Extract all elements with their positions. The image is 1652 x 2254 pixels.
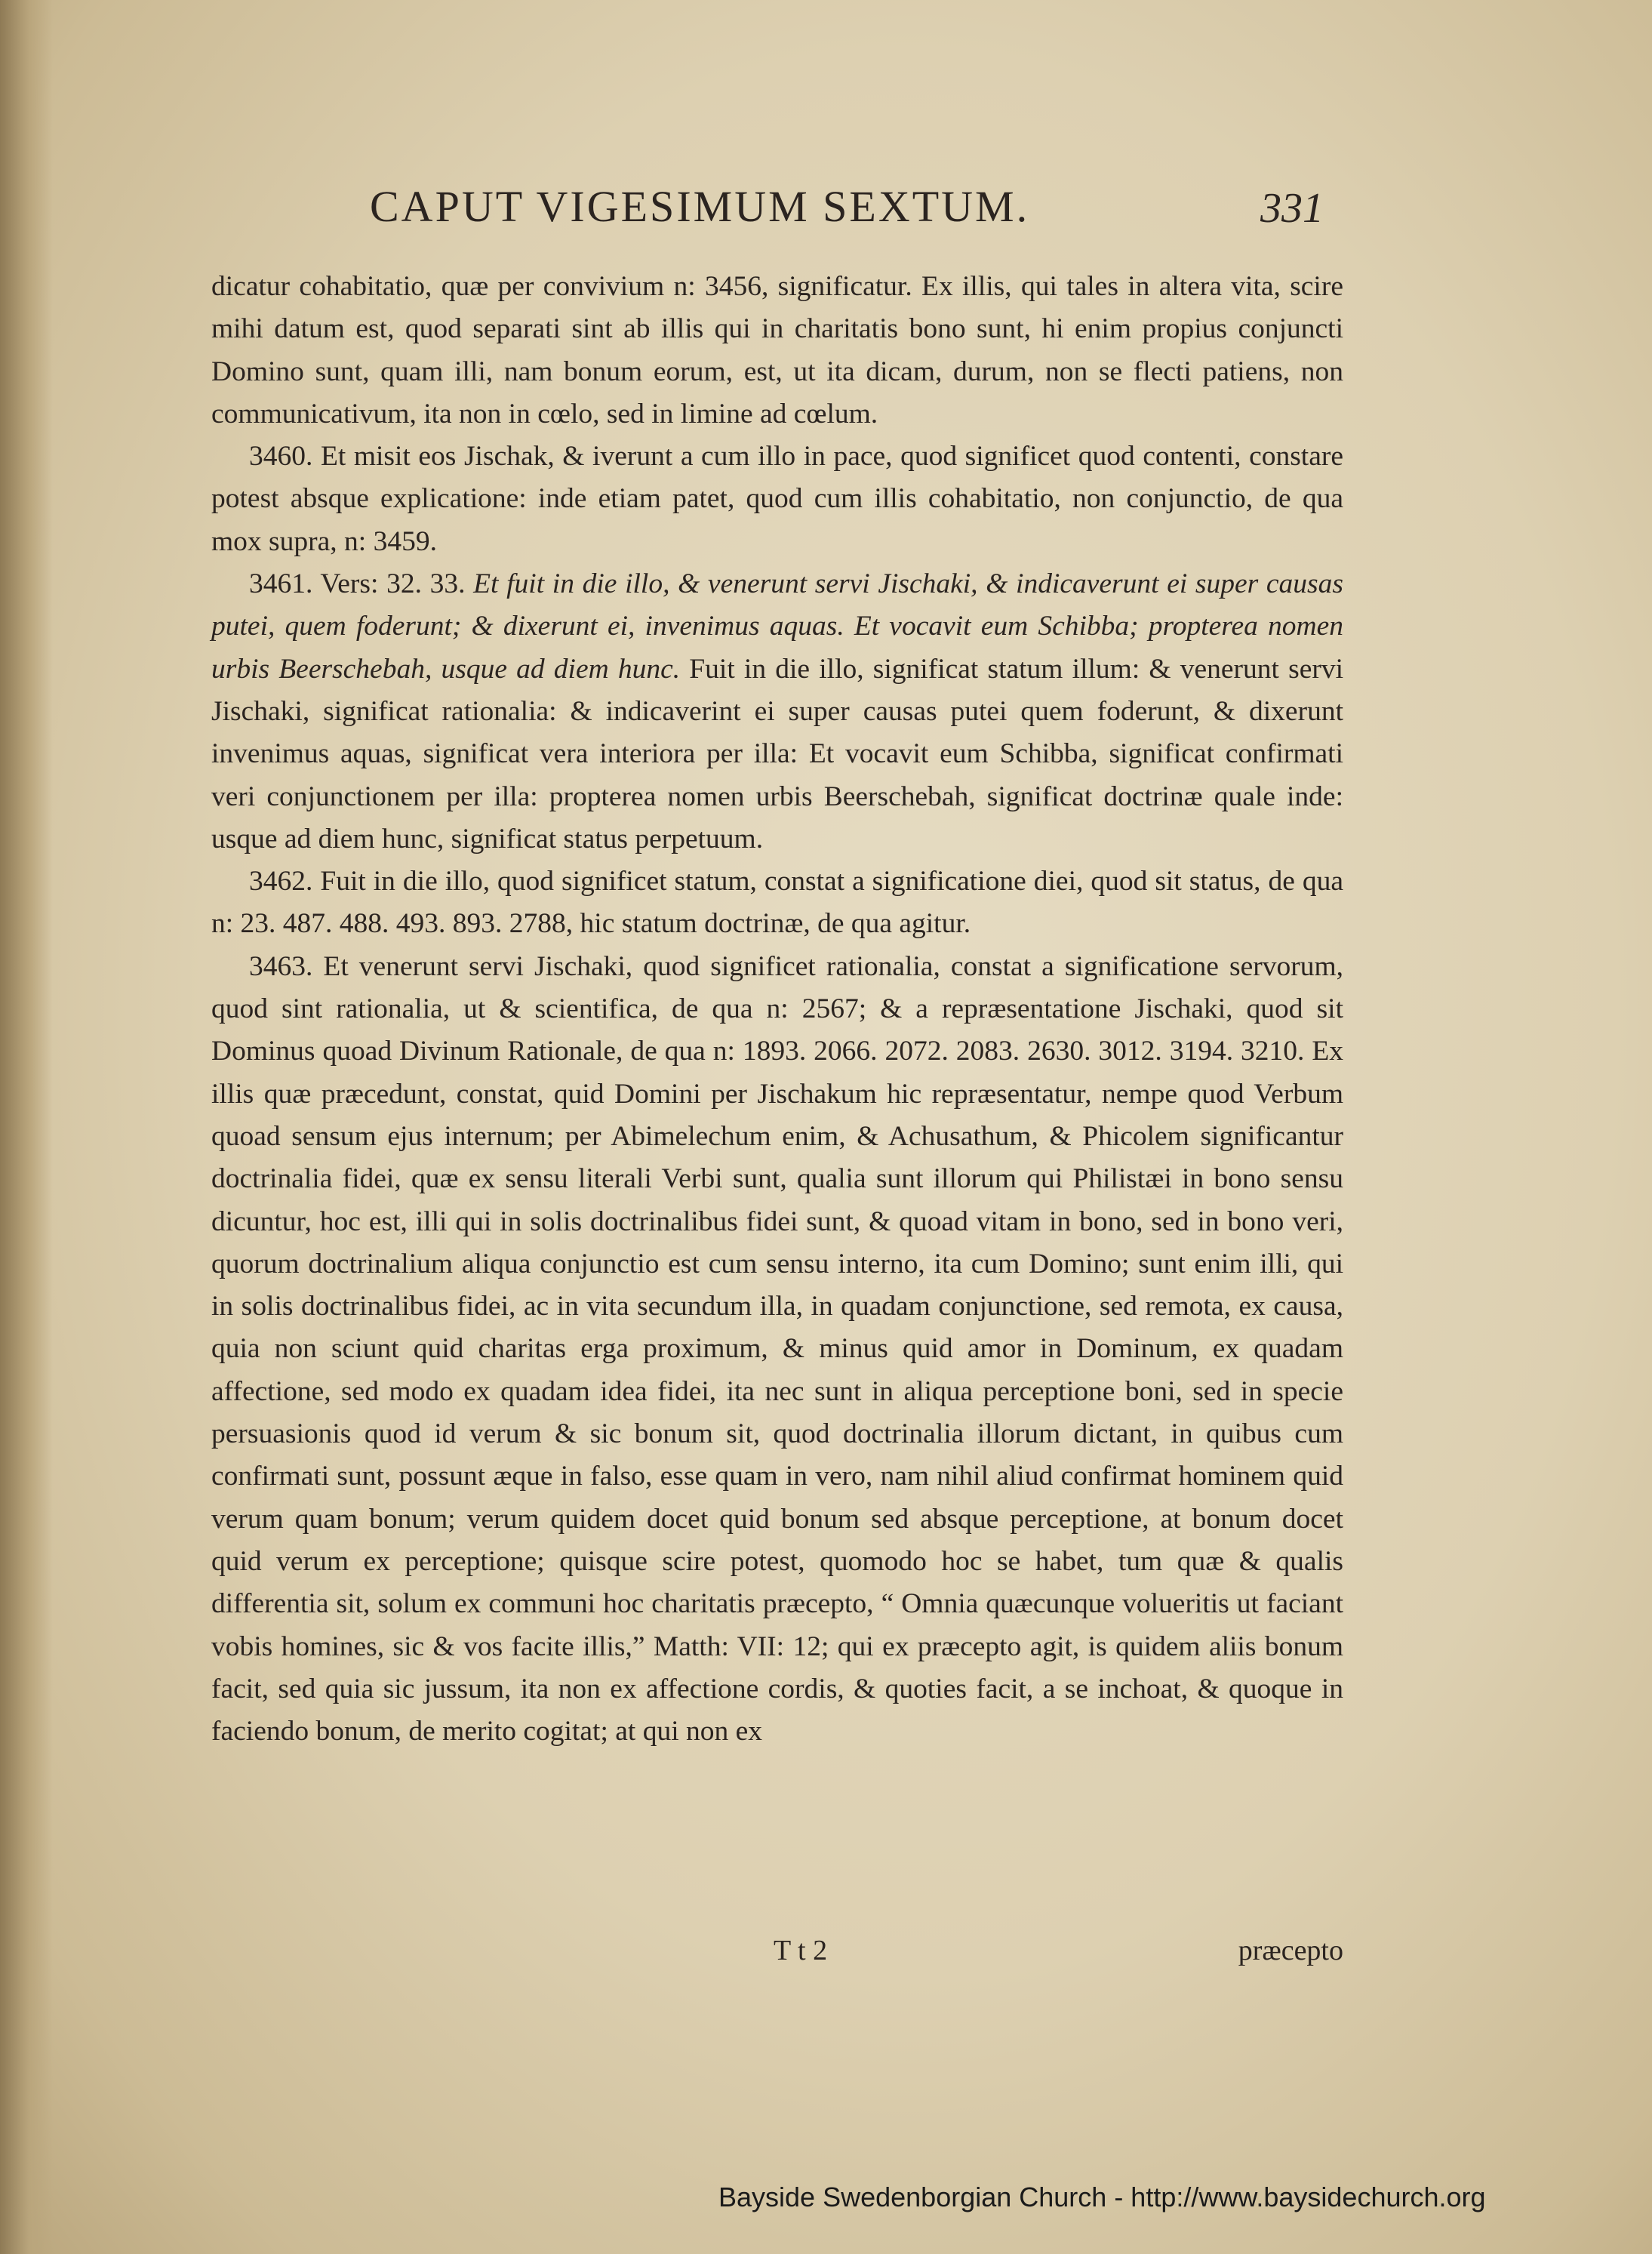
paragraph-3463: 3463. Et venerunt servi Jischaki, quod significet rationalia, constat a significatione servorum, quod sint rationalia, ut & scientifica, de qua n: 2567; & a repræsentatione Jischaki, quod sit Dominus quoad Divinum Rationale, de qua n: 1893. 2066. 2072. 2083. 2630. 3012. 3194. 3210. Ex illis quæ præcedunt, constat, quid Domini per Jischakum hic repræsentatur, nempe quod Verbum quoad sensum ejus internum; per Abimelechum enim, & Achusathum, & Phicolem significantur doctrinalia fidei, quæ ex sensu literali Verbi sunt, qualia sunt illorum qui Philistæi in bono sensu dicuntur, hoc est, illi qui in solis doctrinalibus fidei sunt, & quoad vitam in bono, sed in bono veri, quorum doctrinalium aliqua conjunctio est cum sensu interno, ita cum Domino; sunt enim illi, qui in solis doctrinalibus fidei, ac in vita secundum illa, in quadam conjunctione, sed remota, ex causa, quia non sciunt quid charitas erga proximum, & minus quid amor in Dominum, ex quadam affectione, sed modo ex quadam idea fidei, ita nec sunt in aliqua perceptione boni, sed in specie persuasionis quod id verum & sic bonum sit, quod doctrinalia illorum dictant, in quibus cum confirmati sunt, possunt æque in falso, esse quam in vero, nam nihil aliud confirmat hominem quid verum quam bonum; verum quidem docet quid bonum sed absque perceptione, at bonum docet quid verum ex perceptione; quisque scire potest, quomodo hoc se habet, tum quæ & qualis differentia sit, solum ex communi hoc charitatis præcepto, “ Omnia quæcunque volueritis ut faciant vobis homines, sic & vos facite illis,” Matth: VII: 12; qui ex præcepto agit, is quidem aliis bonum facit, sed quia sic jussum, ita non ex affectione cordis, & quoties facit, a se inchoat, & quoque in faciendo bonum, de merito cogitat; at qui non ex	[211, 950, 1343, 1747]
paragraph-3461-number: 3461. Vers: 32. 33.	[249, 568, 474, 600]
catchword: præcepto	[1238, 1935, 1343, 1966]
page-header	[370, 181, 1351, 249]
paragraph-3462: 3462. Fuit in die illo, quod significet statum, constat a significatione diei, quod sit status, de qua n: 23. 487. 488. 493. 893. 2788, hic statum doctrinæ, de qua agitur.	[211, 866, 1343, 940]
page-number: 331	[1260, 185, 1324, 232]
paragraph-3461	[211, 563, 1343, 861]
scripture-quote: Et fuit in die illo, & venerunt servi Jischaki, & indicaverunt ei super causas putei, quem foderunt; & dixerunt ei, invenimus aquas. Et vocavit eum Schibba; propterea nomen urbis Beerschebah, usque ad diem hunc.	[211, 568, 1343, 685]
page-footer	[211, 1934, 1343, 1979]
paragraph-continuation: dicatur cohabitatio, quæ per convivium n: 3456, significatur. Ex illis, qui tales in altera vita, scire mihi datum est, quod separati sint ab illis qui in charitatis bono sunt, hi enim propius conjuncti Domino sunt, quam illi, nam bonum eorum, est, ut ita dicam, durum, non se flecti patiens, non communicativum, ita non in cœlo, sed in limine ad cœlum.	[211, 271, 1343, 430]
signature-mark: T t 2	[774, 1935, 828, 1966]
gutter-shadow	[0, 0, 53, 2254]
source-watermark: Bayside Swedenborgian Church - http://www.baysidechurch.org	[718, 2182, 1486, 2212]
running-head: CAPUT VIGESIMUM SEXTUM.	[370, 182, 1030, 231]
paragraph-3460: 3460. Et misit eos Jischak, & iverunt a cum illo in pace, quod significet quod contenti, constare potest absque explicatione: inde etiam patet, quod cum illis cohabitatio, non conjunctio, de qua mox supra, n: 3459.	[211, 441, 1343, 557]
page-body	[211, 266, 1343, 1753]
paragraph-3461-explanation: Fuit in die illo, significat statum illum: & venerunt servi Jischaki, significat rationalia: & indicaverint ei super causas putei quem foderunt, & dixerunt invenimus aquas, significat vera interiora per illa: Et vocavit eum Schibba, significat confirmati veri conjunctionem per illa: propterea nomen urbis Beerschebah, significat doctrinæ quale inde: usque ad diem hunc, significat status perpetuum.	[211, 653, 1343, 854]
